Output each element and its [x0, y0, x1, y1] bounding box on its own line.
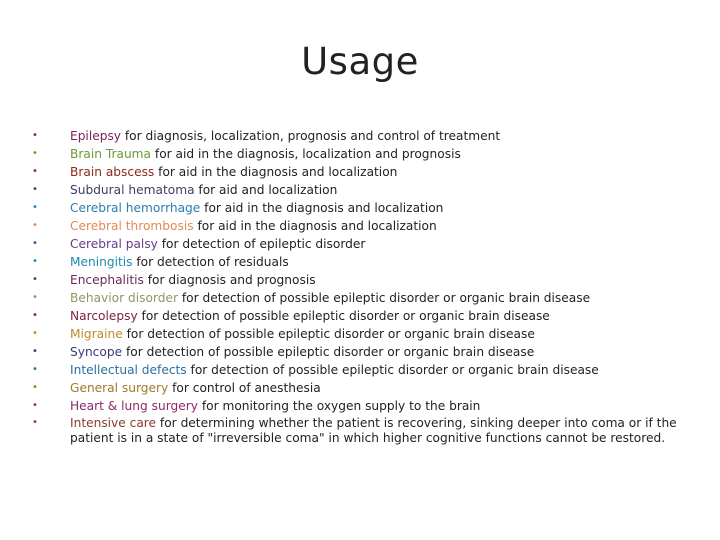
bullet-icon: •	[32, 238, 38, 249]
list-item	[30, 343, 710, 361]
item-term: Migraine	[70, 327, 123, 341]
item-term: Syncope	[70, 345, 123, 359]
item-term: Cerebral thrombosis	[70, 219, 194, 233]
item-term: Subdural hematoma	[70, 183, 195, 197]
item-term: Brain Trauma	[70, 147, 152, 161]
usage-list	[30, 127, 710, 446]
list-item	[30, 181, 710, 199]
list-item	[30, 397, 710, 415]
item-description: for detection of possible epileptic disorder or organic brain disease	[186, 363, 599, 377]
list-item	[30, 271, 710, 289]
list-item	[30, 289, 710, 307]
item-term: Behavior disorder	[70, 291, 178, 305]
item-term: Brain abscess	[70, 165, 155, 179]
bullet-icon: •	[32, 400, 38, 411]
slide-title: Usage	[301, 40, 419, 83]
list-item	[30, 217, 710, 235]
bullet-icon: •	[32, 220, 38, 231]
item-description: for diagnosis and prognosis	[143, 273, 316, 287]
item-description: for detection of possible epileptic disorder or organic brain disease	[137, 309, 550, 323]
item-description: for aid in the diagnosis and localization	[200, 201, 444, 215]
item-description: for aid in the diagnosis, localization and prognosis	[151, 147, 461, 161]
item-description: for detection of possible epileptic disorder or organic brain disease	[177, 291, 591, 305]
item-description: for aid and localization	[194, 183, 338, 197]
bullet-icon: •	[32, 166, 38, 177]
item-description: for detection of possible epileptic disorder or organic brain disease	[122, 345, 535, 359]
bullet-icon: •	[32, 364, 38, 375]
list-item	[30, 145, 710, 163]
item-term: Intellectual defects	[70, 363, 187, 377]
item-description: for determining whether the patient is recovering, sinking deeper into coma or if the patient is in a state of "irreversible coma" in which higher cognitive functions cannot be restored.	[70, 416, 677, 445]
item-description: for aid in the diagnosis and localization	[193, 219, 437, 233]
list-item	[30, 361, 710, 379]
list-item	[30, 127, 710, 145]
item-term: Intensive care	[70, 416, 157, 430]
list-item	[30, 235, 710, 253]
bullet-icon: •	[32, 382, 38, 393]
list-item	[30, 307, 710, 325]
bullet-icon: •	[32, 256, 38, 267]
item-term: Encephalitis	[70, 273, 144, 287]
bullet-icon: •	[32, 130, 38, 141]
item-term: Cerebral hemorrhage	[70, 201, 201, 215]
item-term: Meningitis	[70, 255, 133, 269]
item-term: Cerebral palsy	[70, 237, 158, 251]
bullet-icon: •	[32, 328, 38, 339]
bullet-icon: •	[32, 184, 38, 195]
list-item	[30, 253, 710, 271]
item-description: for detection of epileptic disorder	[157, 237, 366, 251]
list-item	[30, 379, 710, 397]
list-item	[30, 199, 710, 217]
item-description: for monitoring the oxygen supply to the brain	[197, 399, 481, 413]
item-term: Epilepsy	[70, 129, 122, 143]
bullet-icon: •	[32, 292, 38, 303]
item-description: for detection of possible epileptic disorder or organic brain disease	[122, 327, 535, 341]
item-term: General surgery	[70, 381, 169, 395]
item-description: for diagnosis, localization, prognosis and control of treatment	[121, 129, 501, 143]
bullet-icon: •	[32, 202, 38, 213]
item-term: Heart & lung surgery	[70, 399, 198, 413]
item-description: for aid in the diagnosis and localization	[154, 165, 398, 179]
bullet-icon: •	[32, 417, 38, 428]
item-description: for control of anesthesia	[168, 381, 321, 395]
bullet-icon: •	[32, 310, 38, 321]
bullet-icon: •	[32, 274, 38, 285]
item-term: Narcolepsy	[70, 309, 138, 323]
list-item	[30, 163, 710, 181]
list-item	[30, 415, 710, 446]
list-item	[30, 325, 710, 343]
bullet-icon: •	[32, 148, 38, 159]
item-description: for detection of residuals	[132, 255, 289, 269]
bullet-icon: •	[32, 346, 38, 357]
